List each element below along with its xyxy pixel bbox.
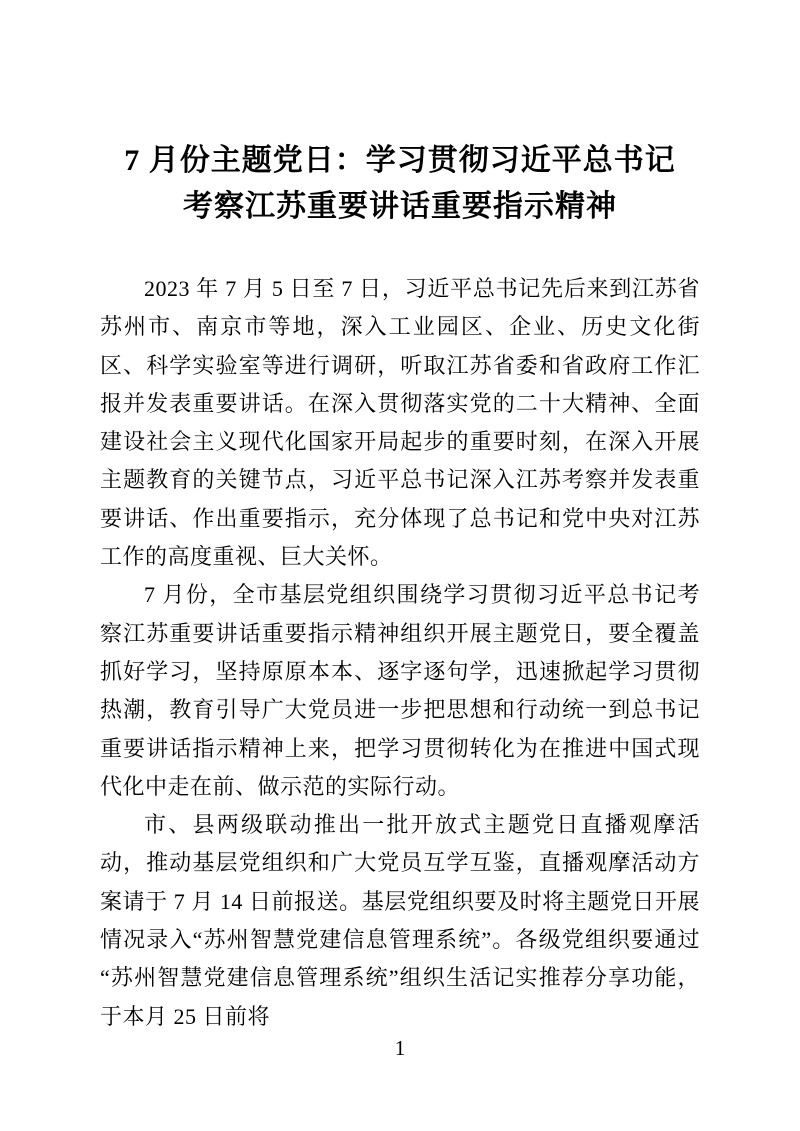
document-title — [100, 138, 700, 230]
document-content — [100, 138, 700, 1036]
document-title-line-2: 考察江苏重要讲话重要指示精神 — [183, 190, 617, 223]
document-title-line-1: 7 月份主题党日：学习贯彻习近平总书记 — [124, 144, 676, 177]
document-body — [100, 270, 700, 1036]
page-number: 1 — [394, 1036, 406, 1060]
paragraph-1: 2023 年 7 月 5 日至 7 日，习近平总书记先后来到江苏省苏州市、南京市等地，深入工业园区、企业、历史文化街区、科学实验室等进行调研，听取江苏省委和省政府工作汇报并发表重要讲话。在深入贯彻落实党的二十大精神、全面建设社会主义现代化国家开局起步的重要时刻，在深入开展主题教育的关键节点，习近平总书记深入江苏考察并发表重要讲话、作出重要指示，充分体现了总书记和党中央对江苏工作的高度重视、巨大关怀。 — [100, 276, 700, 570]
paragraph-3: 市、县两级联动推出一批开放式主题党日直播观摩活动，推动基层党组织和广大党员互学互鉴，直播观摩活动方案请于 7 月 14 日前报送。基层党组织要及时将主题党日开展情况录入“苏州智慧党建信息管理系统”。各级党组织要通过“苏州智慧党建信息管理系统”组织生活记实推荐分享功能，于本月 25 日前将 — [100, 812, 700, 1029]
paragraph-2: 7 月份，全市基层党组织围绕学习贯彻习近平总书记考察江苏重要讲话重要指示精神组织开展主题党日，要全覆盖抓好学习，坚持原原本本、逐字逐句学，迅速掀起学习贯彻热潮，教育引导广大党员进一步把思想和行动统一到总书记重要讲话指示精神上来，把学习贯彻转化为在推进中国式现代化中走在前、做示范的实际行动。 — [100, 582, 700, 799]
